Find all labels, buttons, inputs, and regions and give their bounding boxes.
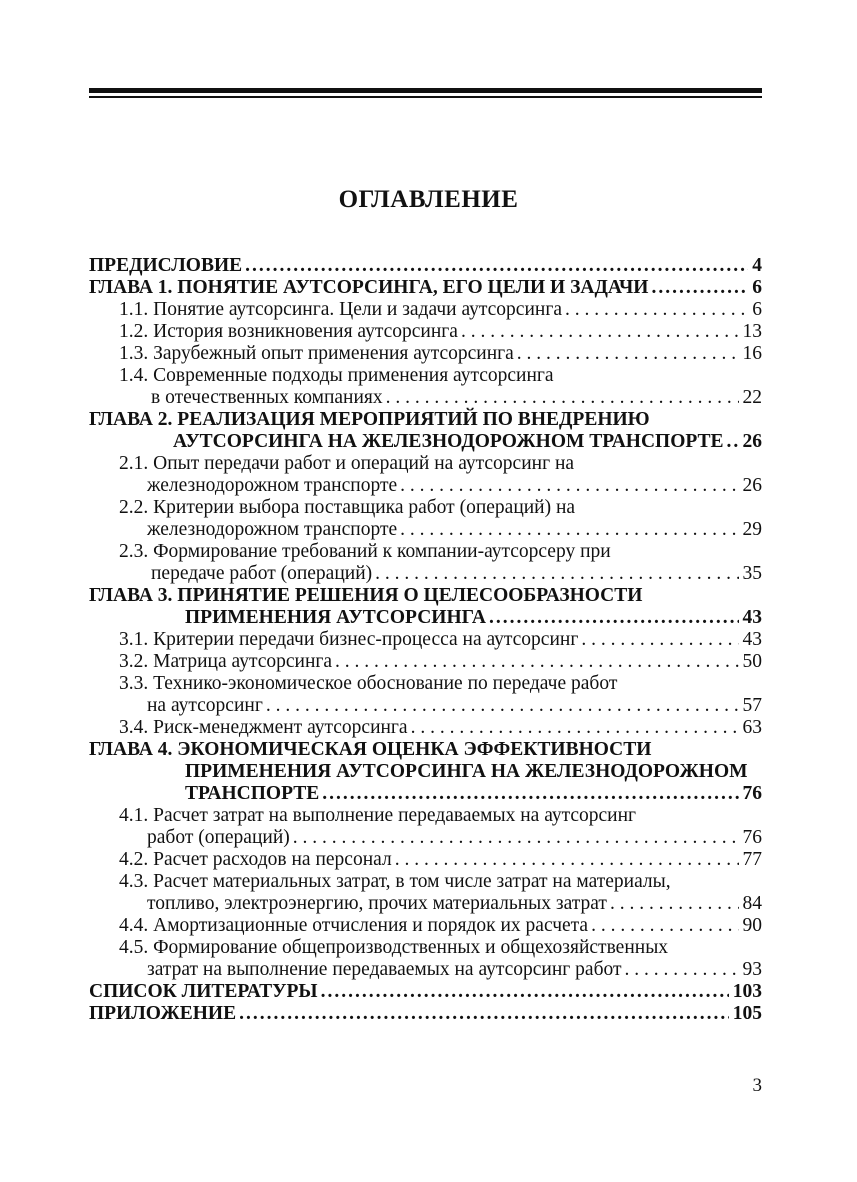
toc-entry-text: 4.5. Формирование общепроизводственных и общехозяйственных — [119, 937, 669, 958]
toc-section-line[interactable] — [89, 563, 762, 585]
toc-section-line[interactable] — [89, 673, 762, 695]
toc-page-number: 90 — [742, 915, 762, 936]
toc-page-number: 22 — [742, 387, 762, 408]
toc-section-line[interactable] — [89, 805, 762, 827]
toc-leader-dots — [266, 695, 739, 717]
toc-page-number: 26 — [742, 475, 762, 496]
toc-leader-dots — [591, 915, 738, 937]
toc-chapter-line[interactable] — [89, 585, 762, 607]
toc-entry-text: 1.2. История возникновения аутсорсинга — [119, 321, 458, 342]
toc-entry-text: 4.2. Расчет расходов на персонал — [119, 849, 392, 870]
toc-page-number: 29 — [742, 519, 762, 540]
toc-page-number: 105 — [732, 1003, 762, 1024]
toc-section-line[interactable] — [89, 827, 762, 849]
toc-section-line[interactable] — [89, 541, 762, 563]
toc-entry-text: 3.3. Технико-экономическое обоснование по передаче работ — [119, 673, 618, 694]
toc-section-line[interactable] — [89, 453, 762, 475]
page-title: ОГЛАВЛЕНИЕ — [338, 186, 519, 213]
toc-entry-text: работ (операций) — [147, 827, 290, 848]
toc-section-line[interactable] — [89, 365, 762, 387]
toc-entry-text: СПИСОК ЛИТЕРАТУРЫ — [89, 981, 318, 1002]
toc-entry-text: ГЛАВА 2. РЕАЛИЗАЦИЯ МЕРОПРИЯТИЙ ПО ВНЕДРЕНИЮ — [89, 409, 650, 430]
toc-entry-text: 1.3. Зарубежный опыт применения аутсорсинга — [119, 343, 514, 364]
toc-section-line[interactable] — [89, 651, 762, 673]
toc-entry-text: на аутсорсинг — [147, 695, 263, 716]
toc-chapter-line[interactable] — [89, 255, 762, 277]
toc-leader-dots — [395, 849, 739, 871]
toc-entry-text: 1.1. Понятие аутсорсинга. Цели и задачи аутсорсинга — [119, 299, 562, 320]
toc-entry-text: 2.3. Формирование требований к компании-аутсорсеру при — [119, 541, 611, 562]
header-rule-thin — [89, 96, 762, 98]
toc-leader-dots — [651, 277, 748, 299]
toc-section-line[interactable] — [89, 959, 762, 981]
toc-page-number: 43 — [742, 629, 762, 650]
toc-page-number: 63 — [742, 717, 762, 738]
toc-page-number: 77 — [742, 849, 762, 870]
toc-section-line[interactable] — [89, 871, 762, 893]
toc-leader-dots — [610, 893, 739, 915]
toc-section-line[interactable] — [89, 849, 762, 871]
toc-entry-text: ПРЕДИСЛОВИЕ — [89, 255, 243, 276]
toc-entry-text: в отечественных компаниях — [151, 387, 383, 408]
toc-entry-text: 3.4. Риск-менеджмент аутсорсинга — [119, 717, 408, 738]
toc-chapter-line[interactable] — [89, 981, 762, 1003]
toc-leader-dots — [565, 299, 748, 321]
toc-entry-text: 2.2. Критерии выбора поставщика работ (операций) на — [119, 497, 576, 518]
toc-entry-text: 4.4. Амортизационные отчисления и порядок их расчета — [119, 915, 589, 936]
toc-section-line[interactable] — [89, 717, 762, 739]
toc-chapter-line[interactable] — [89, 607, 762, 629]
toc-section-line[interactable] — [89, 893, 762, 915]
page-number: 3 — [752, 1075, 762, 1096]
toc-section-line[interactable] — [89, 519, 762, 541]
toc-leader-dots — [400, 519, 738, 541]
toc-section-line[interactable] — [89, 915, 762, 937]
toc-entry-text: 1.4. Современные подходы применения аутсорсинга — [119, 365, 554, 386]
toc-section-line[interactable] — [89, 497, 762, 519]
toc-entry-text: 3.2. Матрица аутсорсинга — [119, 651, 333, 672]
toc-leader-dots — [386, 387, 739, 409]
toc-page-number: 16 — [742, 343, 762, 364]
toc-leader-dots — [411, 717, 739, 739]
toc-leader-dots — [400, 475, 738, 497]
toc-entry-text: ГЛАВА 1. ПОНЯТИЕ АУТСОРСИНГА, ЕГО ЦЕЛИ И ЗАДАЧИ — [89, 277, 649, 298]
toc-section-line[interactable] — [89, 343, 762, 365]
toc-chapter-line[interactable] — [89, 277, 762, 299]
toc-entry-text: ГЛАВА 3. ПРИНЯТИЕ РЕШЕНИЯ О ЦЕЛЕСООБРАЗНОСТИ — [89, 585, 643, 606]
toc-page-number: 50 — [742, 651, 762, 672]
toc-leader-dots — [625, 959, 739, 981]
toc-chapter-line[interactable] — [89, 761, 762, 783]
toc-section-line[interactable] — [89, 387, 762, 409]
toc-page-number: 103 — [732, 981, 762, 1002]
toc-section-line[interactable] — [89, 475, 762, 497]
toc-entry-text: ПРИМЕНЕНИЯ АУТСОРСИНГА НА ЖЕЛЕЗНОДОРОЖНОМ — [185, 761, 748, 782]
toc-chapter-line[interactable] — [89, 783, 762, 805]
toc-page-number: 84 — [742, 893, 762, 914]
toc-chapter-line[interactable] — [89, 739, 762, 761]
toc-leader-dots — [581, 629, 738, 651]
toc-entry-text: топливо, электроэнергию, прочих материальных затрат — [147, 893, 607, 914]
toc-page-number: 6 — [752, 299, 762, 320]
toc-entry-text: затрат на выполнение передаваемых на аутсорсинг работ — [147, 959, 622, 980]
toc-leader-dots — [321, 981, 729, 1003]
toc-page-number: 57 — [742, 695, 762, 716]
toc-page-number: 35 — [742, 563, 762, 584]
toc-page-number: 4 — [752, 255, 762, 276]
toc-leader-dots — [322, 783, 738, 805]
toc-entry-text: 3.1. Критерии передачи бизнес-процесса на аутсорсинг — [119, 629, 579, 650]
toc-entry-text: железнодорожном транспорте — [147, 475, 398, 496]
toc-leader-dots — [239, 1003, 729, 1025]
toc-chapter-line[interactable] — [89, 409, 762, 431]
toc-leader-dots — [461, 321, 739, 343]
header-rule-thick — [89, 88, 762, 93]
toc-section-line[interactable] — [89, 321, 762, 343]
toc-chapter-line[interactable] — [89, 431, 762, 453]
toc-entry-text: 4.3. Расчет материальных затрат, в том числе затрат на материалы, — [119, 871, 671, 892]
toc-entry-text: ПРИМЕНЕНИЯ АУТСОРСИНГА — [185, 607, 486, 628]
toc-entry-text: ПРИЛОЖЕНИЕ — [89, 1003, 237, 1024]
toc-page-number: 6 — [752, 277, 762, 298]
toc-section-line[interactable] — [89, 937, 762, 959]
toc-entry-text: ТРАНСПОРТЕ — [185, 783, 320, 804]
toc-entry-text: АУТСОРСИНГА НА ЖЕЛЕЗНОДОРОЖНОМ ТРАНСПОРТЕ — [173, 431, 724, 452]
toc-leader-dots — [245, 255, 748, 277]
toc-page-number: 13 — [742, 321, 762, 342]
toc-section-line[interactable] — [89, 299, 762, 321]
toc-entry-text: 4.1. Расчет затрат на выполнение передаваемых на аутсорсинг — [119, 805, 637, 826]
toc-section-line[interactable] — [89, 629, 762, 651]
toc-leader-dots — [375, 563, 738, 585]
toc-entry-text: 2.1. Опыт передачи работ и операций на аутсорсинг на — [119, 453, 575, 474]
toc-page-number: 26 — [742, 431, 762, 452]
toc-page-number: 76 — [742, 827, 762, 848]
toc-entry-text: железнодорожном транспорте — [147, 519, 398, 540]
toc-section-line[interactable] — [89, 695, 762, 717]
toc-chapter-line[interactable] — [89, 1003, 762, 1025]
toc-leader-dots — [517, 343, 739, 365]
toc-leader-dots — [335, 651, 738, 673]
toc-leader-dots — [727, 431, 739, 453]
toc-entry-text: ГЛАВА 4. ЭКОНОМИЧЕСКАЯ ОЦЕНКА ЭФФЕКТИВНОСТИ — [89, 739, 652, 760]
toc-page-number: 76 — [742, 783, 762, 804]
toc-entry-text: передаче работ (операций) — [151, 563, 373, 584]
table-of-contents — [89, 255, 762, 1025]
toc-leader-dots — [293, 827, 739, 849]
toc-page-number: 43 — [742, 607, 762, 628]
toc-leader-dots — [489, 607, 739, 629]
toc-page-number: 93 — [742, 959, 762, 980]
